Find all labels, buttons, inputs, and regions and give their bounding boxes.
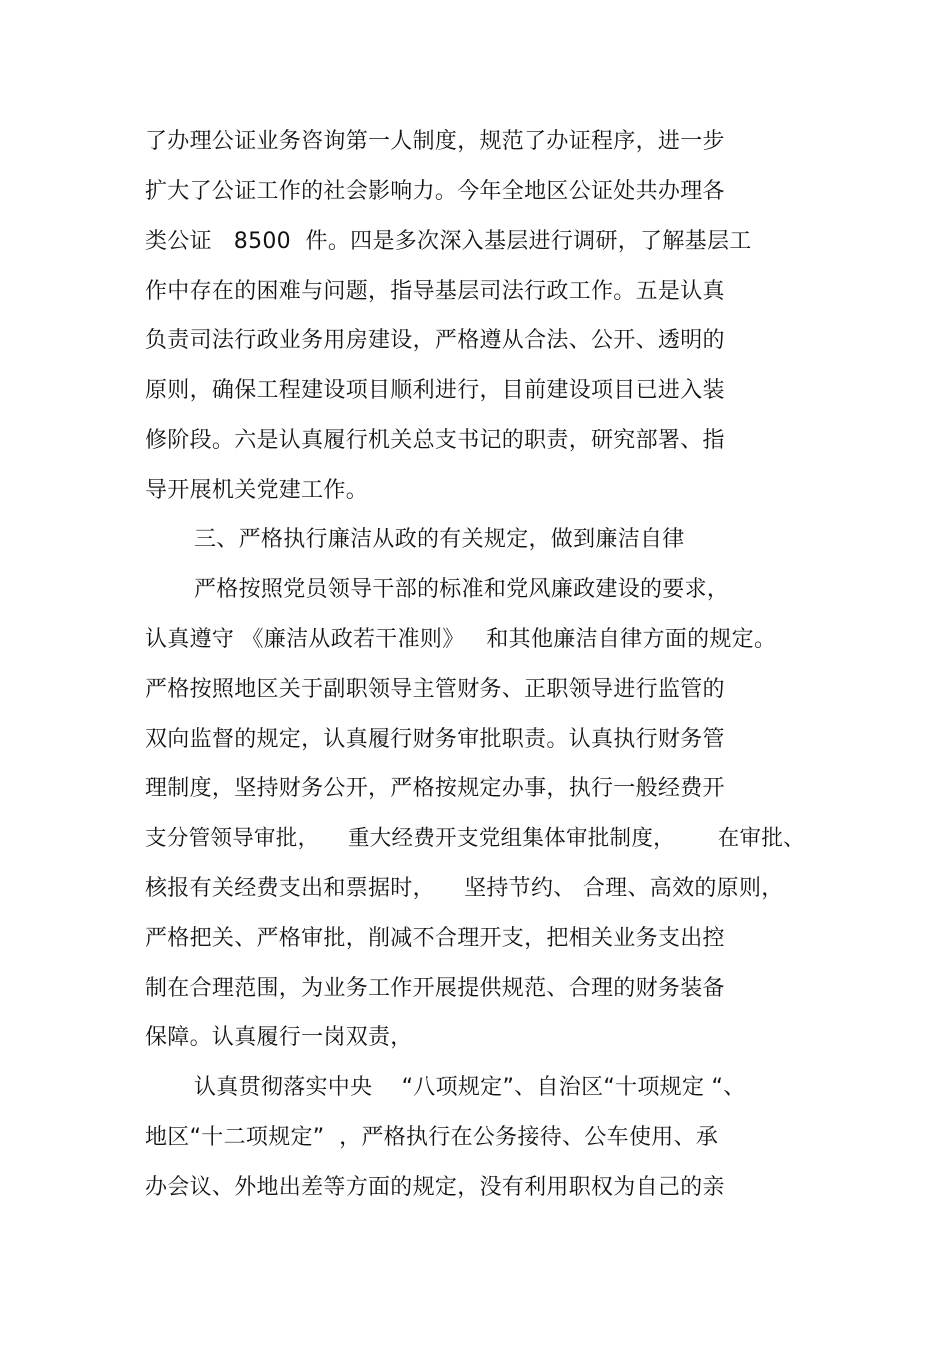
paragraph-line: 类公证 8500 件。四是多次深入基层进行调研，了解基层工: [145, 229, 752, 254]
paragraph-line: 保障。认真履行一岗双责，: [145, 1025, 413, 1050]
paragraph-line: 支分管领导审批， 重大经费开支党组集体审批制度， 在审批、: [145, 826, 805, 851]
paragraph-line: 严格把关、严格审批，削减不合理开支，把相关业务支出控: [145, 926, 725, 951]
paragraph-line: 了办理公证业务咨询第一人制度，规范了办证程序，进一步: [145, 129, 725, 154]
paragraph-line: 负责司法行政业务用房建设，严格遵从合法、公开、透明的: [145, 328, 725, 353]
paragraph-line: 修阶段。六是认真履行机关总支书记的职责，研究部署、指: [145, 428, 725, 453]
paragraph-line: 严格按照地区关于副职领导主管财务、正职领导进行监管的: [145, 677, 725, 702]
section-heading: 三、严格执行廉洁从政的有关规定，做到廉洁自律: [194, 527, 685, 552]
paragraph-line: 理制度，坚持财务公开，严格按规定办事，执行一般经费开: [145, 776, 725, 801]
paragraph-line: 作中存在的困难与问题，指导基层司法行政工作。五是认真: [145, 279, 725, 304]
paragraph-line: 地区“十二项规定” ，严格执行在公务接待、公车使用、承: [145, 1125, 719, 1150]
paragraph-line: 认真贯彻落实中央 “八项规定”、自治区“十项规定 “、: [194, 1075, 746, 1100]
paragraph-line: 双向监督的规定，认真履行财务审批职责。认真执行财务管: [145, 727, 725, 752]
paragraph-line: 扩大了公证工作的社会影响力。今年全地区公证处共办理各: [145, 179, 725, 204]
paragraph-line: 制在合理范围，为业务工作开展提供规范、合理的财务装备: [145, 976, 725, 1001]
paragraph-line: 认真遵守 《廉洁从政若干准则》 和其他廉洁自律方面的规定。: [145, 627, 777, 652]
paragraph-line: 导开展机关党建工作。: [145, 478, 369, 503]
paragraph-line: 原则，确保工程建设项目顺利进行，目前建设项目已进入装: [145, 378, 725, 403]
paragraph-line: 严格按照党员领导干部的标准和党风廉政建设的要求，: [194, 577, 730, 602]
paragraph-line: 办会议、外地出差等方面的规定，没有利用职权为自己的亲: [145, 1175, 725, 1200]
paragraph-line: 核报有关经费支出和票据时， 坚持节约、 合理、高效的原则，: [145, 876, 784, 901]
